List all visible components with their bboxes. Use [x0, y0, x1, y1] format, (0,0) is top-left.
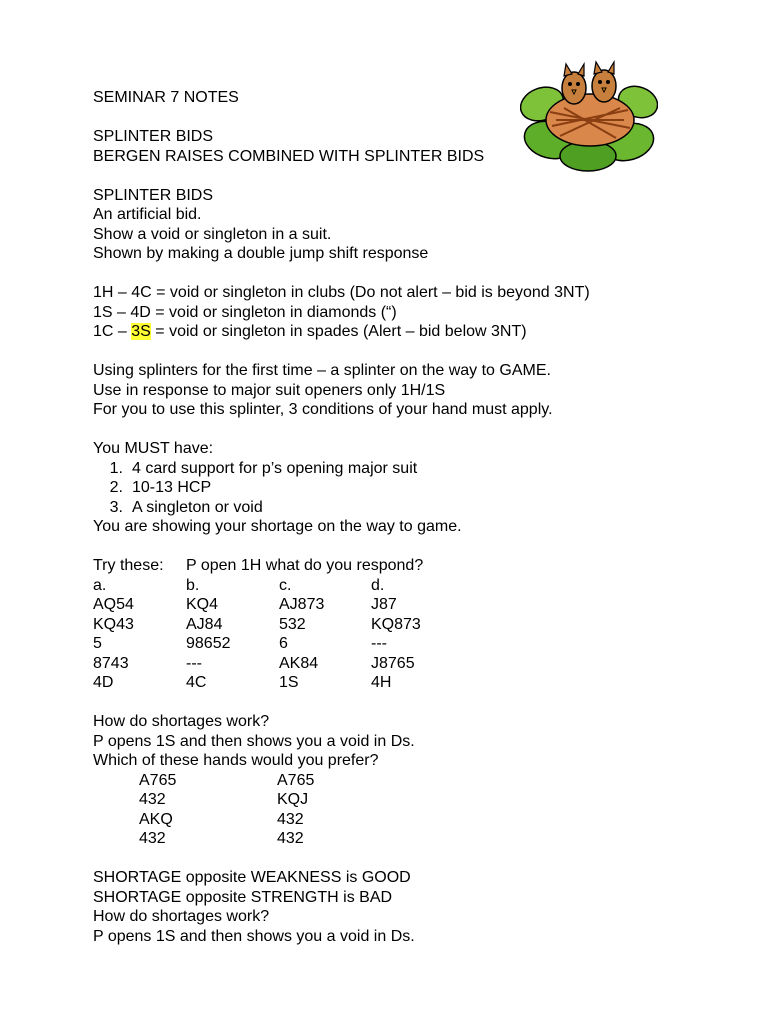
table-cell: 8743 [93, 654, 129, 672]
example-prefix: 1C – [93, 323, 132, 340]
example-line: 1H – 4C = void or singleton in clubs (Do not alert – bid is beyond 3NT) [93, 284, 590, 301]
quiz-table [93, 556, 713, 693]
conclusion-line: How do shortages work? [93, 908, 270, 925]
table-cell: AJ84 [186, 615, 223, 633]
example-line [93, 322, 713, 342]
usage-line: For you to use this splinter, 3 conditions of your hand must apply. [93, 401, 553, 418]
table-cell: 432 [277, 810, 304, 828]
table-cell: b. [186, 576, 200, 594]
table-cell: --- [186, 654, 202, 672]
highlighted-bid: 3S [131, 323, 151, 340]
table-cell: KQ43 [93, 615, 134, 633]
hands-table [93, 771, 713, 849]
table-cell: AQ54 [93, 596, 134, 613]
table-cell: 432 [277, 830, 304, 847]
table-cell: 432 [139, 791, 166, 808]
conclusion-line: SHORTAGE opposite STRENGTH is BAD [93, 888, 393, 906]
table-cell: 6 [279, 635, 288, 652]
splinter-heading: SPLINTER BIDS [93, 186, 214, 204]
table-cell: 98652 [186, 635, 231, 652]
table-cell: c. [279, 576, 292, 594]
shortage-line: Which of these hands would you prefer? [93, 752, 379, 769]
table-cell: 4D [93, 674, 114, 691]
must-closing: You are showing your shortage on the way to game. [93, 518, 462, 535]
table-cell: J8765 [371, 654, 415, 672]
table-cell: 4C [186, 674, 207, 691]
must-heading: You MUST have: [93, 440, 214, 457]
quiz-prompt-label: Try these: [93, 557, 164, 574]
usage-line: Using splinters for the first time – a splinter on the way to GAME. [93, 362, 551, 379]
splinter-line: An artificial bid. [93, 206, 202, 223]
splinter-line: Show a void or singleton in a suit. [93, 225, 332, 243]
table-cell: KQ4 [186, 596, 219, 613]
table-cell: 5 [93, 635, 102, 652]
table-cell: J87 [371, 596, 397, 613]
usage-line: Use in response to major suit openers only 1H/1S [93, 381, 446, 399]
table-cell: KQ873 [371, 615, 421, 633]
shortage-line: P opens 1S and then shows you a void in Ds. [93, 732, 415, 750]
conclusion-line: P opens 1S and then shows you a void in Ds. [93, 927, 415, 945]
table-cell: 4H [371, 674, 392, 691]
example-line: 1S – 4D = void or singleton in diamonds (“) [93, 303, 397, 321]
topic-splinter: SPLINTER BIDS [93, 128, 214, 145]
shortage-line: How do shortages work? [93, 713, 270, 730]
table-cell: d. [371, 576, 385, 594]
list-item: 3. A singleton or void [109, 498, 263, 516]
table-cell: AJ873 [279, 596, 325, 613]
document-title: SEMINAR 7 NOTES [93, 89, 239, 106]
conclusion-line: SHORTAGE opposite WEAKNESS is GOOD [93, 869, 411, 886]
conditions-list [93, 459, 713, 518]
list-item: 1. 4 card support for p’s opening major suit [109, 459, 418, 477]
table-cell: a. [93, 576, 107, 594]
quiz-prompt-text: P open 1H what do you respond? [186, 557, 424, 574]
table-cell: --- [371, 635, 387, 652]
table-cell: A765 [277, 771, 315, 789]
table-cell: AKQ [139, 810, 173, 828]
table-cell: A765 [139, 771, 177, 789]
table-cell: 1S [279, 674, 299, 691]
document-page [93, 88, 713, 946]
table-cell: 432 [139, 830, 166, 847]
list-item: 2. 10-13 HCP [109, 479, 212, 496]
example-suffix: = void or singleton in spades (Alert – bid below 3NT) [150, 323, 527, 340]
table-cell: 532 [279, 615, 306, 633]
topic-bergen: BERGEN RAISES COMBINED WITH SPLINTER BIDS [93, 147, 485, 165]
splinter-line: Shown by making a double jump shift response [93, 245, 429, 262]
table-cell: KQJ [277, 791, 309, 808]
table-cell: AK84 [279, 654, 319, 672]
